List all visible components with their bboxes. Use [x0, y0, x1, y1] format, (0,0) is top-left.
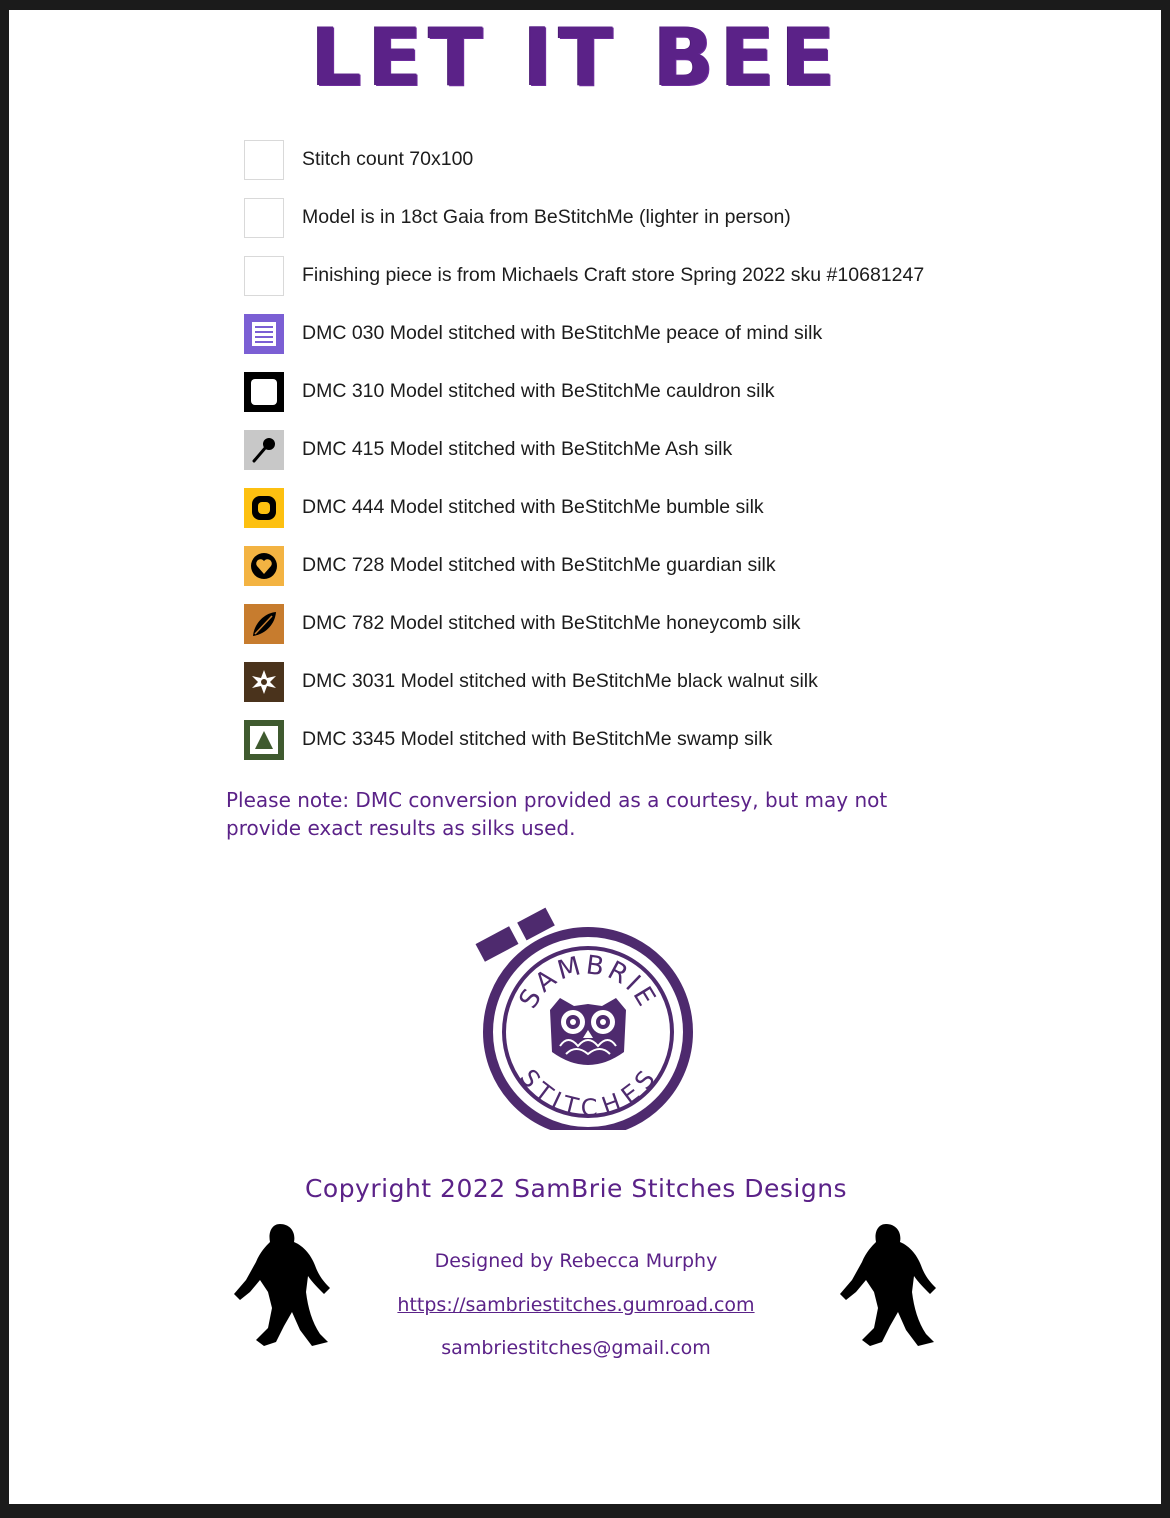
item-text: DMC 728 Model stitched with BeStitchMe guardian silk: [302, 554, 776, 576]
triangle-icon: [244, 720, 284, 760]
floss-key-list: [244, 138, 964, 776]
email-address[interactable]: sambriestitches@gmail.com: [441, 1337, 711, 1359]
copyright-text: Copyright 2022 SamBrie Stitches Designs: [304, 1174, 848, 1203]
bigfoot-right-icon: [834, 1222, 944, 1352]
list-item: [244, 428, 964, 486]
owl-icon: [550, 998, 626, 1065]
list-item: [244, 312, 964, 370]
list-item: [244, 660, 964, 718]
item-text: DMC 415 Model stitched with BeStitchMe Ash silk: [302, 438, 733, 460]
hollow-square-icon: [244, 372, 284, 412]
item-text: DMC 782 Model stitched with BeStitchMe honeycomb silk: [302, 612, 801, 634]
blank-box-icon: [244, 198, 284, 238]
item-text: DMC 444 Model stitched with BeStitchMe bumble silk: [302, 496, 764, 518]
list-item: [244, 544, 964, 602]
bigfoot-left-icon: [228, 1222, 338, 1352]
list-item: [244, 486, 964, 544]
page-title: LET IT BEE: [310, 11, 842, 104]
shop-link[interactable]: https://sambriestitches.gumroad.com: [397, 1294, 755, 1316]
rounded-square-icon: [244, 488, 284, 528]
logo-bottom-text: STITCHES: [514, 1064, 662, 1123]
list-item: [244, 254, 964, 312]
dmc-note: Please note: DMC conversion provided as a courtesy, but may not provide exact results as silks used.: [226, 788, 888, 840]
list-item: [244, 370, 964, 428]
lines-icon: [244, 314, 284, 354]
blank-box-icon: [244, 256, 284, 296]
pin-icon: [244, 430, 284, 470]
feather-icon: [244, 604, 284, 644]
logo-top-text: SAMBRIE: [513, 950, 663, 1014]
item-text: DMC 030 Model stitched with BeStitchMe peace of mind silk: [302, 322, 823, 344]
list-item: [244, 718, 964, 776]
sambrie-logo: [464, 900, 694, 1130]
designer-credit: Designed by Rebecca Murphy: [434, 1250, 718, 1272]
list-item: [244, 602, 964, 660]
item-text: DMC 3345 Model stitched with BeStitchMe swamp silk: [302, 728, 773, 750]
star-icon: [244, 662, 284, 702]
item-text: Model is in 18ct Gaia from BeStitchMe (lighter in person): [302, 206, 791, 228]
list-item: [244, 196, 964, 254]
item-text: DMC 310 Model stitched with BeStitchMe cauldron silk: [302, 380, 775, 402]
item-text: Stitch count 70x100: [302, 148, 474, 170]
item-text: Finishing piece is from Michaels Craft store Spring 2022 sku #10681247: [302, 264, 925, 286]
list-item: [244, 138, 964, 196]
blank-box-icon: [244, 140, 284, 180]
item-text: DMC 3031 Model stitched with BeStitchMe black walnut silk: [302, 670, 818, 692]
heart-icon: [244, 546, 284, 586]
